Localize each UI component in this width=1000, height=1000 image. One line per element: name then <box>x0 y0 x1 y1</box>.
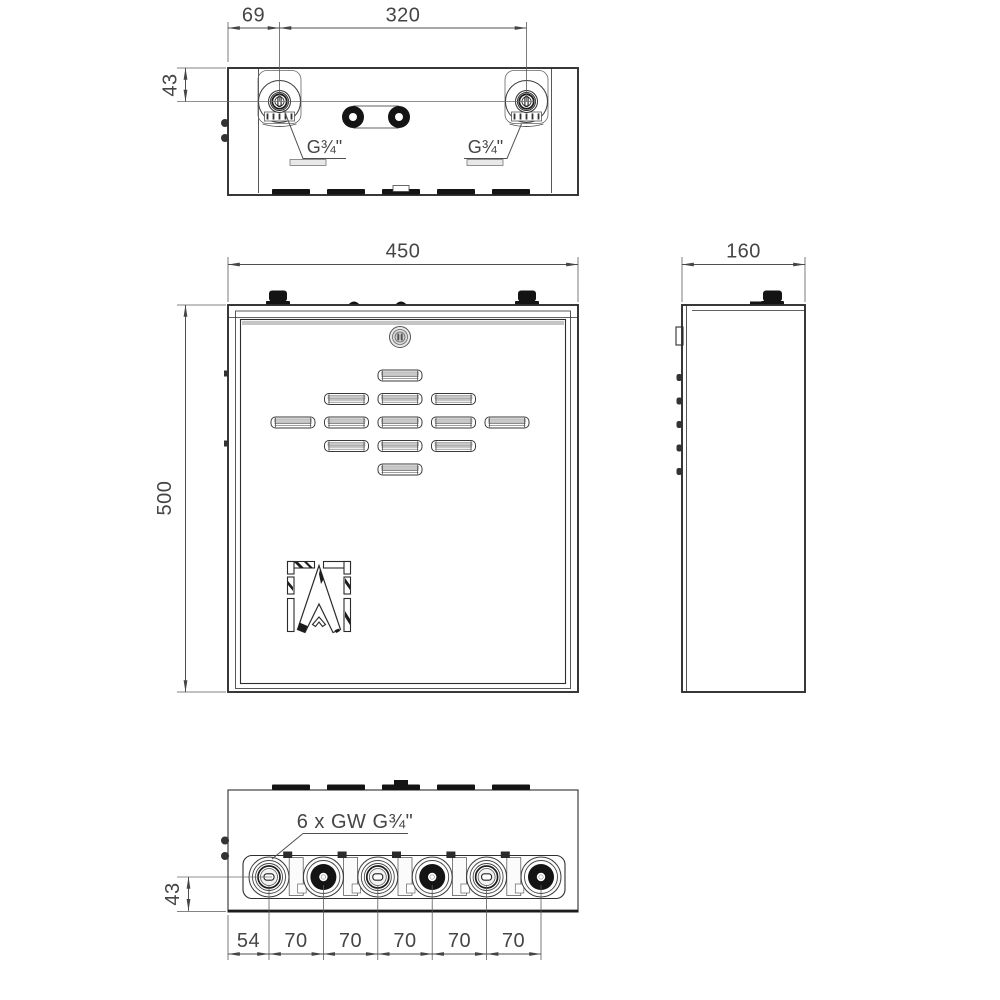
vent-slot <box>325 394 369 405</box>
dim-text-500: 500 <box>154 480 176 516</box>
vent-slot <box>378 441 422 452</box>
fitting-slot <box>373 874 383 880</box>
vent-louver-face <box>435 442 472 445</box>
vent-louver-face <box>328 419 365 422</box>
frame-inner-edge <box>236 311 571 689</box>
block-tab <box>446 852 455 859</box>
vent-louver-face <box>382 419 419 422</box>
vent-louver-face <box>328 395 365 398</box>
strip-tab <box>394 780 408 785</box>
vent-strip <box>327 189 365 195</box>
logo-chevron <box>313 617 326 627</box>
logo-frame-segment <box>288 599 295 632</box>
vent-louver-face <box>382 372 419 375</box>
dim-text-320: 320 <box>385 4 421 27</box>
dim-text-450: 450 <box>385 240 421 263</box>
port-label-right: G¾" <box>467 137 504 157</box>
block-tab <box>338 852 347 859</box>
vent-strip <box>492 189 530 195</box>
strip-tab <box>393 186 409 192</box>
vent-slot <box>378 394 422 405</box>
bottom-view-vent-strips <box>272 780 530 790</box>
port-base-arc <box>510 124 544 127</box>
fitting-nut-hole <box>428 872 437 881</box>
hinge-tick <box>224 371 228 377</box>
dim-text-70: 70 <box>501 930 526 952</box>
vent-strip <box>492 785 530 791</box>
logo-frame-segment <box>344 562 351 575</box>
mounting-knob <box>269 291 287 302</box>
vent-strip <box>272 189 310 195</box>
vent-slot <box>325 417 369 428</box>
front-cabinet-frame <box>228 305 578 692</box>
interior-tab <box>467 160 503 166</box>
vent-strip <box>272 785 310 791</box>
lock-cylinder <box>395 332 405 342</box>
dim-text-160: 160 <box>726 240 761 263</box>
fitting-nut-hole <box>536 872 545 881</box>
lock-slot <box>397 334 399 341</box>
vent-strip <box>327 785 365 791</box>
vent-louver-face <box>382 466 419 469</box>
block-tab <box>501 852 510 859</box>
top-view-vent-strips <box>272 186 530 195</box>
vent-slot <box>271 417 315 428</box>
block-tab <box>283 852 292 859</box>
dim-text-43: 43 <box>162 882 184 906</box>
vent-louver-face <box>435 419 472 422</box>
vent-slot <box>485 417 529 428</box>
port-base-arc <box>263 124 297 127</box>
vent-louver-face <box>275 419 312 422</box>
top-view <box>160 5 579 196</box>
vent-louver-face <box>435 395 472 398</box>
logo-frame-segment <box>288 562 295 575</box>
bottom-view <box>162 780 578 960</box>
vent-strip <box>437 189 475 195</box>
dim-text-43: 43 <box>159 73 182 97</box>
vent-slot <box>325 441 369 452</box>
vent-slot <box>378 370 422 381</box>
vent-slot <box>378 417 422 428</box>
interior-tab <box>290 160 326 166</box>
dim-text-69: 69 <box>241 4 266 27</box>
vent-louver-face <box>328 442 365 445</box>
lock-slot <box>401 334 403 341</box>
vent-louver-face <box>382 395 419 398</box>
vent-slot <box>432 417 476 428</box>
front-view <box>154 241 578 693</box>
hinge-tick <box>224 441 228 447</box>
dim-text-70: 70 <box>284 930 308 952</box>
dim-text-70: 70 <box>447 930 472 952</box>
mounting-knob <box>763 291 782 302</box>
dim-text-54: 54 <box>236 930 261 952</box>
vent-grid <box>271 370 529 475</box>
grommet-hole <box>395 113 403 121</box>
dim-text-70: 70 <box>393 930 417 952</box>
side-cabinet-body <box>682 305 805 692</box>
vent-louver-face <box>489 419 526 422</box>
connections-label: 6 x GW G¾" <box>296 811 414 833</box>
vent-louver-face <box>382 442 419 445</box>
door-lock <box>390 327 411 348</box>
grommet-hole <box>349 113 357 121</box>
side-view <box>676 241 805 693</box>
vent-slot <box>432 394 476 405</box>
block-tab <box>392 852 401 859</box>
vent-strip <box>382 785 420 791</box>
brand-logo <box>288 562 351 634</box>
vent-strip <box>437 785 475 791</box>
mounting-knob <box>518 291 536 302</box>
vent-slot <box>378 464 422 475</box>
fitting-nut-hole <box>319 872 328 881</box>
port-label-left: G¾" <box>306 137 343 157</box>
dim-text-70: 70 <box>338 930 363 952</box>
door-fold-band <box>242 321 564 325</box>
fitting-slot <box>482 874 492 880</box>
vent-slot <box>432 441 476 452</box>
